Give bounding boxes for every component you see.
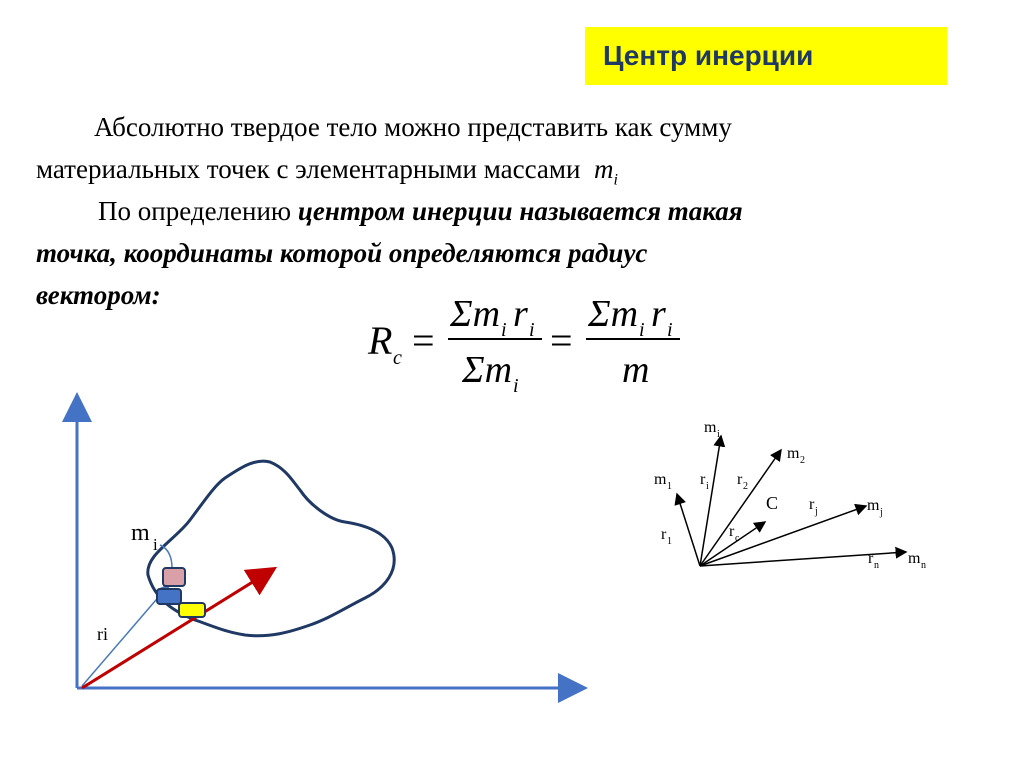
label-m1: m <box>654 471 667 488</box>
formula-num2: Σm <box>588 293 639 335</box>
mass-element-blue <box>157 589 181 604</box>
formula-num1-sub: i <box>501 319 507 341</box>
formula-num2-r-sub: i <box>667 319 673 341</box>
mass-label-sub: i <box>153 535 158 554</box>
mass-element-yellow <box>179 603 205 617</box>
radius-vector-ri <box>82 586 168 686</box>
label-m2-sub: 2 <box>800 455 805 466</box>
mass-element-pink <box>163 568 185 586</box>
formula-den2: m <box>622 349 650 391</box>
formula-num2-sub: i <box>639 319 645 341</box>
paragraph-1-line-2-text: материальных точек с элементарными массами <box>36 154 581 184</box>
label-r2-sub: 2 <box>743 481 748 492</box>
formula-eq-2: = <box>550 318 573 363</box>
label-m2: m <box>787 445 800 462</box>
label-rj: r <box>809 496 815 513</box>
label-rc: r <box>729 523 735 540</box>
label-rn-sub: n <box>874 560 879 571</box>
paragraph-2-line-1 <box>36 190 743 232</box>
formula-lhs: R <box>368 318 393 363</box>
formula-eq-1: = <box>412 318 435 363</box>
label-ri-upper: r <box>700 471 706 488</box>
label-r1: r <box>661 526 667 543</box>
label-ri-upper-sub: i <box>706 481 709 492</box>
formula-den1-sub: i <box>513 375 519 397</box>
paragraph-2-intro: По определению <box>98 196 298 226</box>
mass-symbol-sub: i <box>613 171 618 189</box>
vector-fan-diagram <box>600 400 1000 600</box>
formula-num1: Σm <box>450 293 501 335</box>
rigid-body-diagram <box>0 380 600 710</box>
paragraph-1-line-1: Абсолютно твердое тело можно представить как сумму <box>94 112 732 142</box>
label-rc-sub: c <box>735 533 740 544</box>
label-r2: r <box>737 471 743 488</box>
label-r1-sub: 1 <box>667 536 672 547</box>
mass-symbol: m <box>593 154 614 184</box>
mass-label: m <box>131 520 150 546</box>
vector-r1 <box>677 494 700 566</box>
center-of-mass-vector <box>82 570 272 688</box>
paragraph-2-line-3: вектором: <box>36 280 161 310</box>
paragraph-2-definition: центром инерции называется такая <box>297 196 743 226</box>
label-c: C <box>766 493 779 513</box>
label-rj-sub: j <box>815 506 818 517</box>
label-mi-top-sub: i <box>717 429 720 440</box>
vector-ri-upper <box>700 436 721 566</box>
radius-label: ri <box>97 624 108 644</box>
label-mn-sub: n <box>921 560 926 571</box>
label-m1-sub: 1 <box>667 481 672 492</box>
label-mi-top: m <box>704 419 717 436</box>
formula-num1-r-sub: i <box>529 319 535 341</box>
formula-num1-r: r <box>513 293 528 335</box>
label-mn: m <box>908 550 921 567</box>
formula-lhs-sub: c <box>393 347 402 369</box>
slide-title: Центр инерции <box>603 40 814 71</box>
paragraph-2-line-2: точка, координаты которой определяются радиус <box>36 238 648 268</box>
paragraph-1 <box>36 106 732 201</box>
title-box <box>585 27 947 85</box>
label-rn: r <box>868 550 874 567</box>
label-mj: m <box>867 497 880 514</box>
label-mj-sub: j <box>880 507 883 518</box>
formula-den1: Σm <box>462 349 513 391</box>
formula-num2-r: r <box>651 293 666 335</box>
